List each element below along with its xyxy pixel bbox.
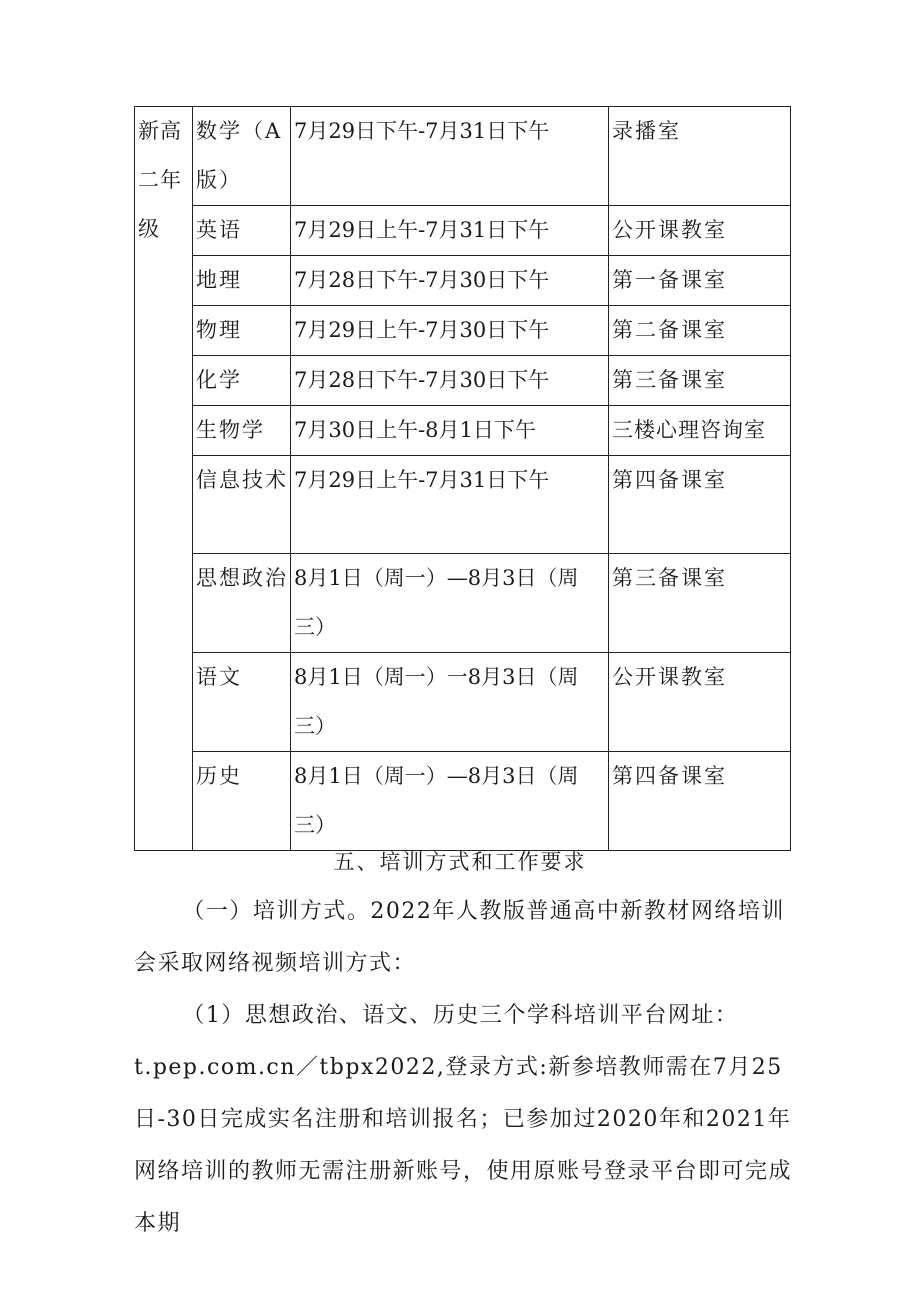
date-cell: 7月29日上午-7月31日下午	[291, 456, 609, 554]
date-cell: 7月28日下午-7月30日下午	[291, 356, 609, 406]
room-cell: 三楼心理咨询室	[609, 406, 791, 456]
room-cell: 第二备课室	[609, 306, 791, 356]
room-cell: 录播室	[609, 107, 791, 206]
subject-cell: 数学（A版）	[193, 107, 291, 206]
date-cell: 7月29日上午-7月31日下午	[291, 206, 609, 256]
paragraph-platform: （1）思想政治、语文、历史三个学科培训平台网址：	[182, 1003, 739, 1028]
room-cell: 第四备课室	[609, 752, 791, 851]
subject-cell: 语文	[193, 653, 291, 752]
room-cell: 第四备课室	[609, 456, 791, 554]
room-cell: 公开课教室	[609, 206, 791, 256]
date-cell: 7月30日上午-8月1日下午	[291, 406, 609, 456]
table-row	[135, 653, 791, 752]
table-row	[135, 206, 791, 256]
subject-cell: 物理	[193, 306, 291, 356]
table-row	[135, 256, 791, 306]
table-row	[135, 107, 791, 206]
date-cell: 7月29日下午-7月31日下午	[291, 107, 609, 206]
paragraph-login: t.pep.com.cn／tbpx2022,登录方式:新参培教师需在7月25日-30日完成实名注册和培训报名；已参加过2020年和2021年网络培训的教师无需注册新账号，使用原账号登录平台即可完成本期	[134, 1055, 793, 1236]
table-row	[135, 306, 791, 356]
room-cell: 第三备课室	[609, 554, 791, 653]
subject-cell: 英语	[193, 206, 291, 256]
subject-cell: 化学	[193, 356, 291, 406]
date-cell: 7月28日下午-7月30日下午	[291, 256, 609, 306]
subject-cell: 信息技术	[193, 456, 291, 554]
date-cell: 8月1日（周一）—8月3日（周三）	[291, 752, 609, 851]
date-cell: 8月1日（周一）—8月3日（周三）	[291, 554, 609, 653]
subject-cell: 思想政治	[193, 554, 291, 653]
room-cell: 第一备课室	[609, 256, 791, 306]
table-row	[135, 406, 791, 456]
table-row	[135, 554, 791, 653]
body-text	[134, 886, 794, 1250]
table-row	[135, 456, 791, 554]
room-cell: 公开课教室	[609, 653, 791, 752]
grade-cell: 新高二年级	[135, 107, 193, 851]
paragraph-training-method: （一）培训方式。2022年人教版普通高中新教材网络培训会采取网络视频培训方式：	[134, 899, 785, 976]
table-row	[135, 752, 791, 851]
table-row	[135, 356, 791, 406]
subject-cell: 历史	[193, 752, 291, 851]
date-cell: 8月1日（周一）一8月3日（周三）	[291, 653, 609, 752]
subject-cell: 生物学	[193, 406, 291, 456]
date-cell: 7月29日上午-7月30日下午	[291, 306, 609, 356]
schedule-table	[134, 106, 791, 851]
subject-cell: 地理	[193, 256, 291, 306]
room-cell: 第三备课室	[609, 356, 791, 406]
section-heading: 五、培训方式和工作要求	[333, 850, 587, 874]
